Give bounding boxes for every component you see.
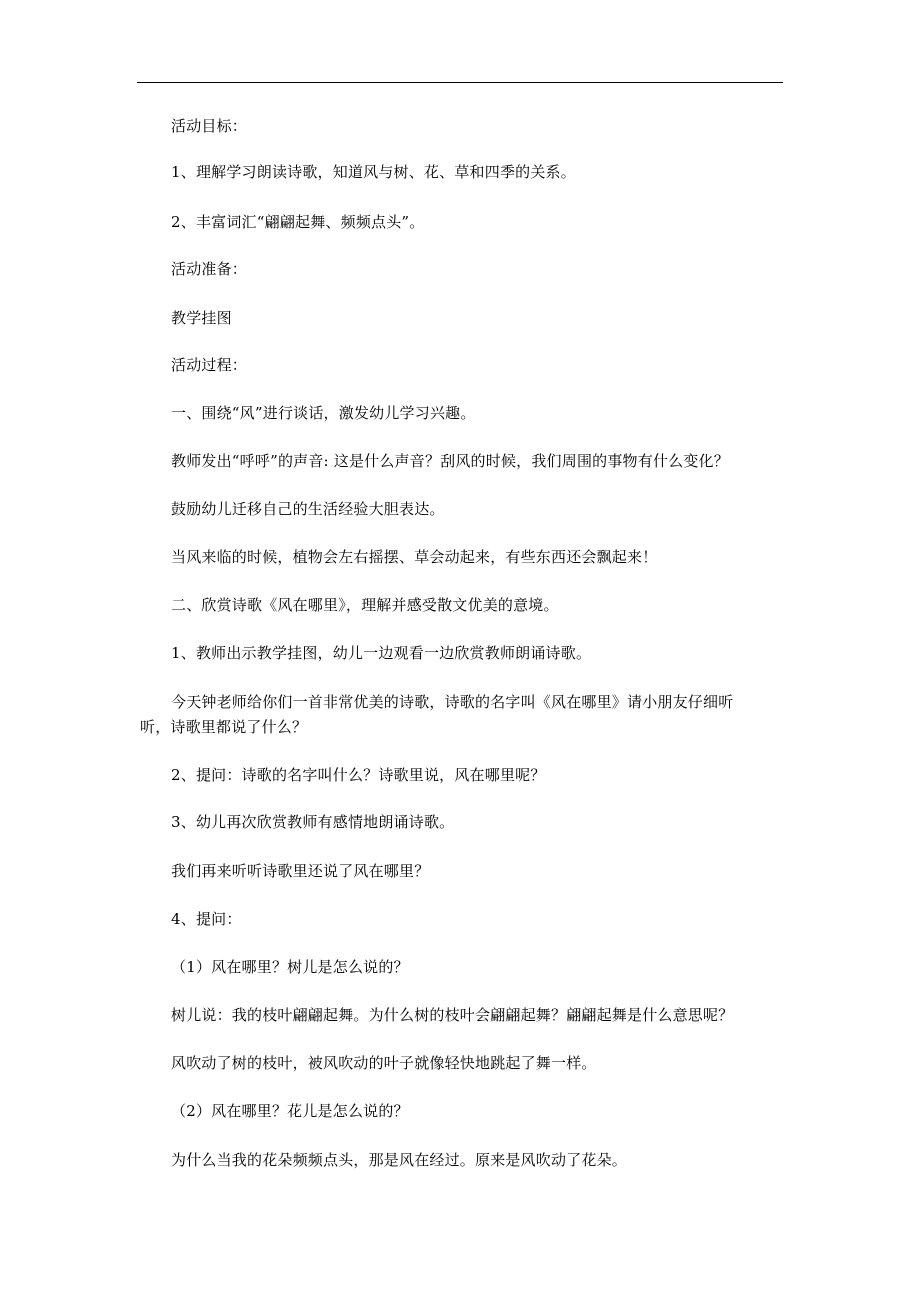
section-heading-goals: 活动目标：	[171, 117, 248, 135]
paragraph: （2）风在哪里？花儿是怎么说的？	[171, 1102, 409, 1120]
paragraph: 当风来临的时候，植物会左右摇摆、草会动起来，有些东西还会飘起来！	[171, 548, 658, 566]
paragraph: 一、围绕“风”进行谈话，激发幼儿学习兴趣。	[171, 404, 476, 422]
section-heading-process: 活动过程：	[171, 356, 248, 374]
paragraph: 为什么当我的花朵频频点头，那是风在经过。原来是风吹动了花朵。	[171, 1151, 628, 1169]
paragraph: （1）风在哪里？树儿是怎么说的？	[171, 958, 409, 976]
paragraph: 二、欣赏诗歌《风在哪里》，理解并感受散文优美的意境。	[171, 596, 559, 614]
section-heading-preparation: 活动准备：	[171, 260, 248, 278]
paragraph: 教师发出“呼呼”的声音: 这是什么声音？刮风的时候，我们周围的事物有什么变化？	[171, 452, 729, 470]
paragraph: 树儿说：我的枝叶翩翩起舞。为什么树的枝叶会翩翩起舞？翩翩起舞是什么意思呢？	[171, 1006, 734, 1024]
paragraph: 2、提问：诗歌的名字叫什么？诗歌里说，风在哪里呢？	[171, 766, 546, 784]
paragraph: 2、丰富词汇“翩翩起舞、频频点头”。	[171, 213, 425, 231]
header-rule	[137, 82, 783, 83]
paragraph: 教学挂图	[171, 309, 232, 327]
paragraph: 今天钟老师给你们一首非常优美的诗歌，诗歌的名字叫《风在哪里》请小朋友仔细听听，诗歌里都说了什么？	[140, 693, 734, 736]
paragraph: 3、幼儿再次欣赏教师有感情地朗诵诗歌。	[171, 813, 455, 831]
paragraph: 鼓励幼儿迁移自己的生活经验大胆表达。	[171, 500, 445, 518]
paragraph: 1、教师出示教学挂图，幼儿一边观看一边欣赏教师朗诵诗歌。	[171, 644, 592, 662]
paragraph: 风吹动了树的枝叶，被风吹动的叶子就像轻快地跳起了舞一样。	[171, 1054, 597, 1072]
paragraph: 1、理解学习朗读诗歌，知道风与树、花、草和四季的关系。	[171, 163, 576, 181]
paragraph: 我们再来听听诗歌里还说了风在哪里？	[171, 862, 430, 880]
paragraph: 4、提问：	[171, 910, 242, 928]
